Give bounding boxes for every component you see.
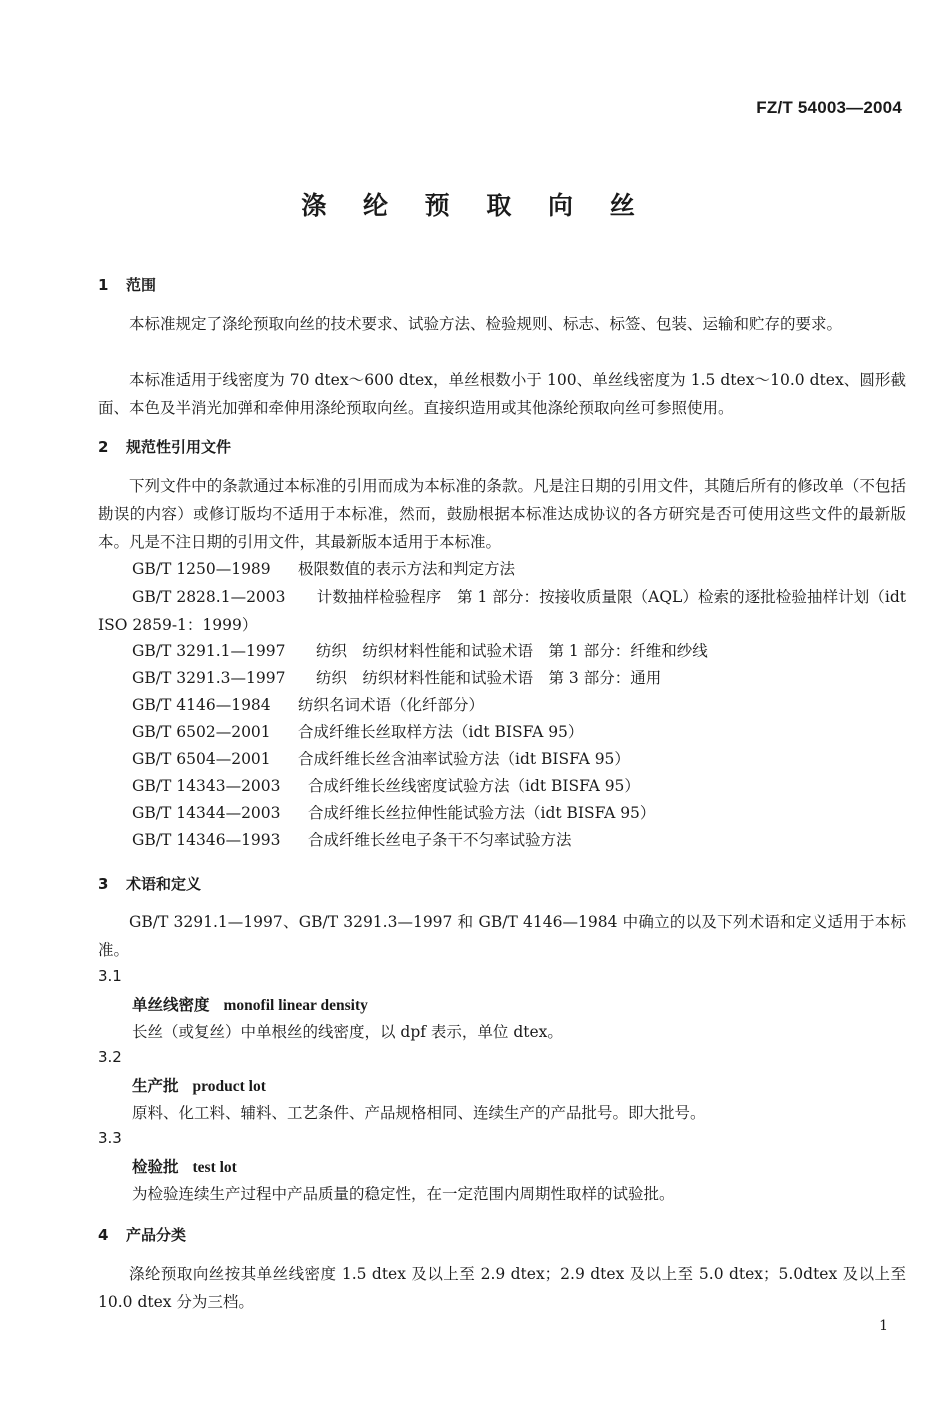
reference-item [132, 826, 572, 854]
reference-code: GB/T 2828.1—2003 [132, 588, 286, 606]
term-heading [132, 1155, 237, 1177]
term-number: 3.3 [98, 1129, 122, 1147]
term-definition: 原料、化工料、辅料、工艺条件、产品规格相同、连续生产的产品批号。即大批号。 [132, 1104, 706, 1122]
section-1-paragraph-1: 本标准规定了涤纶预取向丝的技术要求、试验方法、检验规则、标志、标签、包装、运输和贮存的要求。 [129, 315, 843, 333]
section-4-paragraph: 涤纶预取向丝按其单丝线密度 1.5 dtex 及以上至 2.9 dtex；2.9 dtex 及以上至 5.0 dtex；5.0dtex 及以上至 10.0 dtex 分为三档。 [98, 1265, 906, 1311]
reference-title: 合成纤维长丝取样方法（idt BISFA 95） [298, 723, 584, 741]
section-number: 2 [98, 438, 109, 456]
reference-title: 合成纤维长丝线密度试验方法（idt BISFA 95） [308, 777, 640, 795]
reference-item [132, 745, 630, 773]
reference-title: 合成纤维长丝拉伸性能试验方法（idt BISFA 95） [308, 804, 656, 822]
reference-code: GB/T 1250—1989 [132, 560, 271, 578]
term-definition: 为检验连续生产过程中产品质量的稳定性，在一定范围内周期性取样的试验批。 [132, 1185, 675, 1203]
reference-item [98, 583, 906, 639]
reference-item [132, 799, 655, 827]
section-2-intro: 下列文件中的条款通过本标准的引用而成为本标准的条款。凡是注日期的引用文件，其随后所有的修改单（不包括勘误的内容）或修订版均不适用于本标准，然而，鼓励根据本标准达成协议的各方研究是否可使用这些文件的最新版本。凡是不注日期的引用文件，其最新版本适用于本标准。 [98, 477, 906, 551]
reference-item [132, 691, 484, 719]
term-english: product lot [192, 1078, 266, 1095]
term-number: 3.2 [98, 1048, 122, 1066]
term-chinese: 检验批 [132, 1157, 179, 1176]
reference-code: GB/T 4146—1984 [132, 696, 271, 714]
reference-code: GB/T 3291.1—1997 [132, 642, 286, 660]
term-chinese: 生产批 [132, 1076, 179, 1095]
page-number: 1 [879, 1318, 888, 1334]
reference-title: 合成纤维长丝电子条干不匀率试验方法 [308, 831, 572, 849]
reference-title: 纺织名词术语（化纤部分） [298, 696, 485, 714]
reference-item [132, 555, 515, 583]
reference-item [132, 772, 640, 800]
reference-code: GB/T 14343—2003 [132, 777, 281, 795]
section-3-heading [98, 873, 201, 894]
reference-item [132, 637, 708, 665]
section-1-heading [98, 274, 156, 295]
reference-code: GB/T 3291.3—1997 [132, 669, 286, 687]
section-3-intro: GB/T 3291.1—1997、GB/T 3291.3—1997 和 GB/T 4146—1984 中确立的以及下列术语和定义适用于本标准。 [98, 913, 906, 959]
reference-title: 合成纤维长丝含油率试验方法（idt BISFA 95） [298, 750, 630, 768]
section-1-paragraph-2: 本标准适用于线密度为 70 dtex～600 dtex，单丝根数小于 100、单丝线密度为 1.5 dtex～10.0 dtex、圆形截面、本色及半消光加弹和牵伸用涤纶预取向丝。直接织造用或其他涤纶预取向丝可参照使用。 [98, 371, 906, 417]
reference-title: 纺织 纺织材料性能和试验术语 第 1 部分：纤维和纱线 [316, 642, 708, 660]
term-number: 3.1 [98, 967, 122, 985]
reference-code: GB/T 6502—2001 [132, 723, 271, 741]
section-title: 规范性引用文件 [126, 438, 232, 456]
standard-code: FZ/T 54003—2004 [756, 98, 902, 117]
term-english: monofil linear density [223, 997, 368, 1014]
section-2-heading [98, 436, 231, 457]
reference-code: GB/T 14344—2003 [132, 804, 281, 822]
reference-title: 纺织 纺织材料性能和试验术语 第 3 部分：通用 [316, 669, 662, 687]
term-chinese: 单丝线密度 [132, 995, 210, 1014]
term-english: test lot [192, 1159, 237, 1176]
reference-title: 计数抽样检验程序 第 1 部分：按接收质量限（AQL）检索的逐批检验抽样计划（idt ISO 2859-1：1999） [98, 588, 906, 634]
section-title: 范围 [126, 276, 157, 294]
reference-title: 极限数值的表示方法和判定方法 [298, 560, 516, 578]
term-heading [132, 1074, 266, 1096]
term-heading [132, 993, 368, 1015]
term-definition: 长丝（或复丝）中单根丝的线密度，以 dpf 表示，单位 dtex。 [132, 1023, 563, 1041]
reference-item [132, 664, 661, 692]
section-number: 1 [98, 276, 109, 294]
reference-item [132, 718, 583, 746]
section-title: 术语和定义 [126, 875, 202, 893]
section-title: 产品分类 [126, 1226, 187, 1244]
section-number: 4 [98, 1226, 109, 1244]
reference-code: GB/T 14346—1993 [132, 831, 281, 849]
section-4-heading [98, 1224, 186, 1245]
reference-code: GB/T 6504—2001 [132, 750, 271, 768]
section-number: 3 [98, 875, 109, 893]
document-title: 涤 纶 预 取 向 丝 [301, 191, 649, 220]
